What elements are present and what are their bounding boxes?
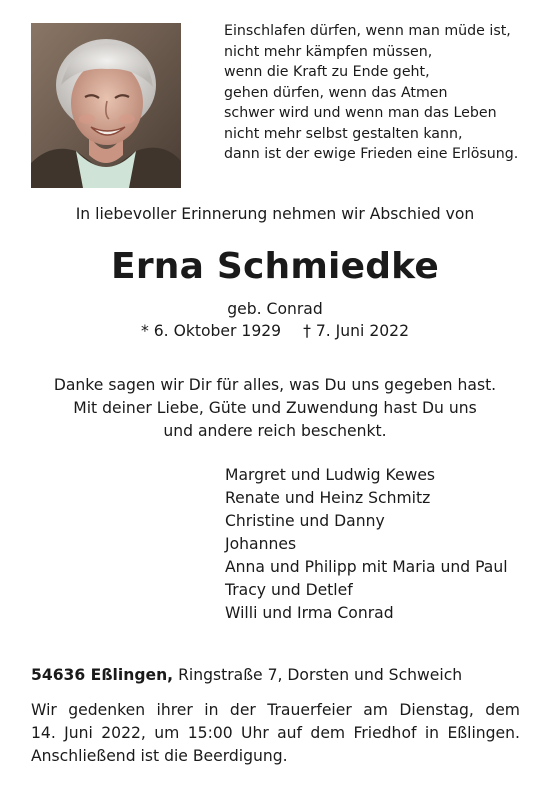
mourner-item: Christine und Danny (225, 512, 385, 530)
birth-date: * 6. Oktober 1929 (140, 322, 282, 340)
poem-line: dann ist der ewige Frieden eine Erlösung. (224, 146, 519, 162)
mourner-item: Tracy und Detlef (225, 581, 353, 599)
poem-line: nicht mehr selbst gestalten kann, (224, 125, 463, 142)
poem-line: Einschlafen dürfen, wenn man müde ist, (224, 23, 511, 39)
maiden-name: geb. Conrad (227, 300, 323, 318)
death-date: † 7. Juni 2022 (303, 322, 410, 340)
life-dates (0, 320, 550, 342)
poem-line: schwer wird und wenn man das Leben (224, 105, 497, 121)
mourner-item: Johannes (225, 535, 297, 553)
address-town: 54636 Eßlingen, (31, 666, 174, 684)
portrait-photo (31, 23, 181, 188)
poem-line: nicht mehr kämpfen müssen, (224, 43, 433, 60)
service-line: Wir gedenken ihrer in der Trauerfeier am Dienstag, dem (31, 701, 520, 719)
poem-line: gehen dürfen, wenn das Atmen (224, 84, 448, 101)
portrait-illustration (31, 23, 181, 188)
mourner-item: Margret und Ludwig Kewes (225, 466, 436, 484)
mourner-item: Willi und Irma Conrad (225, 604, 394, 622)
thanks-line: und andere reich beschenkt. (163, 422, 387, 440)
poem-line: wenn die Kraft zu Ende geht, (224, 64, 430, 80)
address-line (31, 664, 531, 686)
thanks-line: Mit deiner Liebe, Güte und Zuwendung hast Du uns (73, 399, 477, 417)
service-info (31, 699, 520, 768)
address-rest: Ringstraße 7, Dorsten und Schweich (173, 666, 463, 684)
thanks-text (0, 374, 550, 443)
thanks-line: Danke sagen wir Dir für alles, was Du uns gegeben hast. (53, 376, 497, 394)
mourners-list (225, 464, 545, 625)
service-line: Anschließend ist die Beerdigung. (31, 747, 288, 765)
poem (224, 21, 534, 165)
service-line: 14. Juni 2022, um 15:00 Uhr auf dem Friedhof in Eßlingen. (31, 724, 520, 742)
intro-text: In liebevoller Erinnerung nehmen wir Abschied von (75, 205, 475, 223)
mourner-item: Anna und Philipp mit Maria und Paul (225, 558, 508, 576)
mourner-item: Renate und Heinz Schmitz (225, 489, 431, 507)
deceased-name: Erna Schmiedke (111, 246, 439, 287)
